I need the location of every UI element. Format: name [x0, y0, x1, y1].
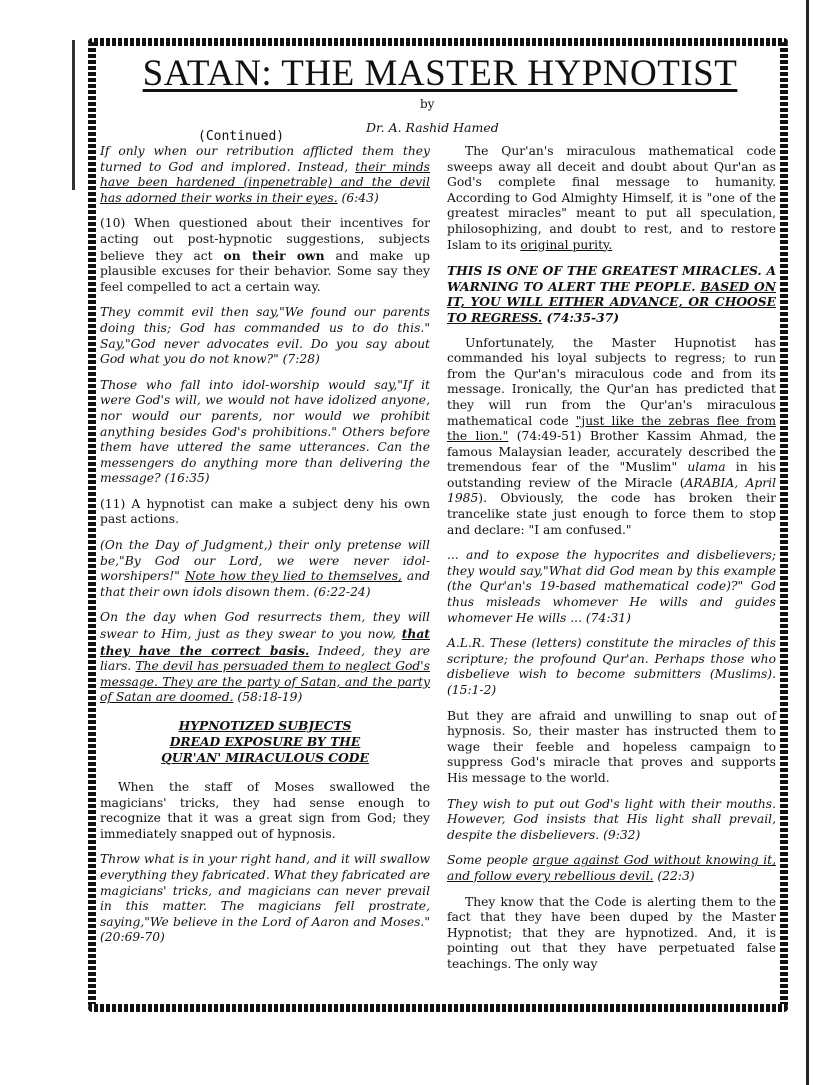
verse-20-69: Throw what is in your right hand, and it will swallow everything they fabricated. What they fabricated are magicians' tricks, and magicians can never prevail in this matter. The magicians fell prostrate, saying,"We believe in the Lord of Aaron and Moses." (20:69-70)	[100, 852, 430, 945]
byline: by	[420, 97, 435, 111]
decorative-border-left	[88, 42, 96, 1008]
verse-15-1: A.L.R. These (letters) constitute the miracles of this scripture; the profound Qur'an. Perhaps those who disbelieve wish to become submitters (Muslims). (15:1-2)	[447, 636, 776, 697]
regress-paragraph: Unfortunately, the Master Hupnotist has commanded his loyal subjects to regress; to run from the Qur'an's miraculous code and from its message. Ironically, the Qur'an has predicted that they will run from the Qur'an's miraculous mathematical code "just like the zebras flee from the lion." (74:49-51) Brother Kassim Ahmad, the famous Malaysian leader, accurately described the tremendous fear of the "Muslim" ulama in his outstanding review of the Miracle (ARABIA, April 1985). Obviously, the code has broken their trancelike state just enough to force them to stop and declare: "I am confused."	[447, 335, 777, 537]
verse-16-35: Those who fall into idol-worship would say,"If it were God's will, we would not have idolized anyone, nor would our parents, nor would we prohibit anything besides God's prohibitions." Others before them have uttered the same utterances. Can the messengers do anything more than delivering the message? (16:35)	[100, 377, 430, 486]
article-title: SATAN: THE MASTER HYPNOTIST	[142, 53, 738, 94]
code-paragraph: The Qur'an's miraculous mathematical code sweeps away all deceit and doubt about Qur'an as God's complete final message to humanity. According to God Almighty Himself, it is "one of the greatest miracles" meant to put all speculation, philosophizing, and doubt to rest, and to restore Islam to its original purity.	[447, 144, 776, 252]
point-10: (10) When questioned about their incentives for acting out post-hypnotic suggestions, subjects believe they act on their own and make up plausible excuses for their behavior. Some say they feel compelled to act a certain way.	[100, 216, 430, 294]
verse-6-43: If only when our retribution afflicted them they turned to God and implored. Instead, their minds have been hardened (inpenetrable) and the devil has adorned their works in their eyes. (6:43)	[100, 144, 430, 205]
decorative-border-top	[88, 38, 788, 46]
duped-paragraph: They know that the Code is alerting them to the fact that they have been duped by the Master Hypnotist; that they are hypnotized. And, it is pointing out that they have perpetuated false teachings. The only way	[447, 894, 776, 971]
left-column	[100, 144, 430, 956]
decorative-border-bottom	[88, 1004, 788, 1012]
decorative-border-right	[780, 42, 788, 1008]
verse-7-28: They commit evil then say,"We found our parents doing this; God has commanded us to do this." Say,"God never advocates evil. Do you say about God what you do not know?" (7:28)	[100, 305, 430, 367]
verse-74-35: THIS IS ONE OF THE GREATEST MIRACLES. A WARNING TO ALERT THE PEOPLE. BASED ON IT, YOU WILL EITHER ADVANCE, OR CHOOSE TO REGRESS. (74:35-37)	[447, 263, 776, 325]
right-column	[447, 144, 776, 983]
scan-margin-mark	[72, 40, 75, 190]
continued-label: (Continued)	[198, 129, 285, 144]
point-11: (11) A hypnotist can make a subject deny his own past actions.	[100, 496, 430, 527]
verse-22-3: Some people argue against God without knowing it, and follow every rebellious devil. (22:3)	[447, 853, 777, 883]
afraid-paragraph: But they are afraid and unwilling to snap out of hypnosis. So, their master has instructed them to wage their feeble and hopeless campaign to suppress God's miracle that proves and supports His message to the world.	[447, 708, 776, 785]
section-heading: HYPNOTIZED SUBJECTS DREAD EXPOSURE BY THE QUR'AN' MIRACULOUS CODE	[161, 718, 369, 765]
moses-paragraph: When the staff of Moses swallowed the magicians' tricks, they had sense enough to recognize that it was a great sign from God; they immediately snapped out of hypnosis.	[100, 780, 430, 841]
author-name: Dr. A. Rashid Hamed	[366, 120, 499, 135]
verse-6-22: (On the Day of Judgment,) their only pretense will be,"By God our Lord, we were never idol-worshipers!" Note how they lied to themselves, and that their own idols disown them. (6:22-24)	[100, 538, 430, 599]
verse-9-32: They wish to put out God's light with their mouths. However, God insists that His light shall prevail, despite the disbelievers. (9:32)	[447, 796, 776, 842]
verse-74-31: ... and to expose the hypocrites and disbelievers; they would say,"What did God mean by this example (the Qur'an's 19-based mathematical code)?" God thus misleads whomever He wills and guides whomever He wills ... (74:31)	[447, 548, 776, 625]
scan-edge-bar	[806, 0, 809, 1085]
verse-58-18: On the day when God resurrects them, they will swear to Him, just as they swear to you now, that they have the correct basis. Indeed, they are liars. The devil has persuaded them to neglect God's message. They are the party of Satan, and the party of Satan are doomed. (58:18-19)	[100, 610, 430, 705]
